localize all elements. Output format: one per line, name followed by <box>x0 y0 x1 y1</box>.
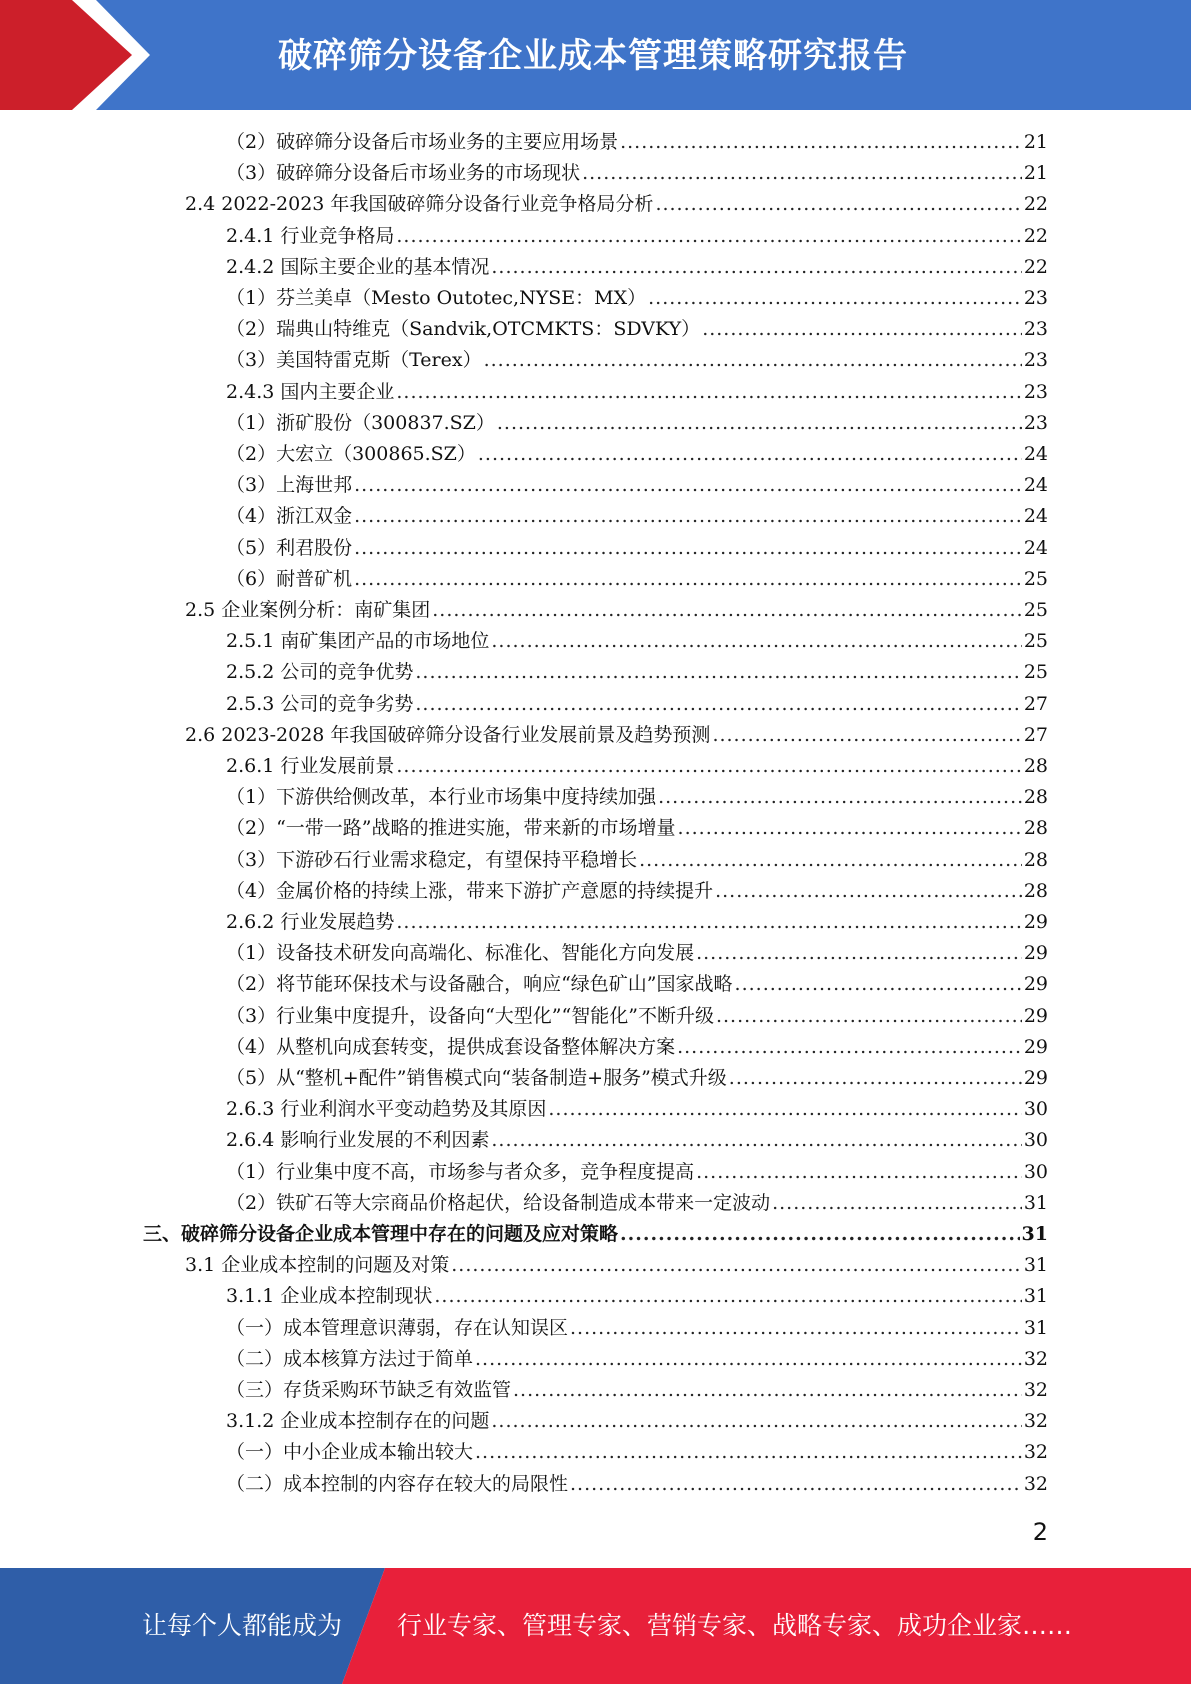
toc-entry[interactable] <box>226 1063 1048 1094</box>
toc-entry-label: （5）从“整机+配件”销售模式向“装备制造+服务”模式升级 <box>226 1067 727 1089</box>
toc-entry-label: （2）铁矿石等大宗商品价格起伏，给设备制造成本带来一定波动 <box>226 1191 771 1214</box>
toc-entry-label: 2.6.2 行业发展趋势 <box>226 911 395 933</box>
toc-dot-leader <box>513 1375 1022 1406</box>
toc-entry-page: 30 <box>1023 1160 1048 1183</box>
chevron-arrow-icon <box>0 0 160 110</box>
toc-entry-page: 25 <box>1023 630 1048 653</box>
toc-dot-leader <box>570 1313 1022 1344</box>
toc-entry-label: 2.5.3 公司的竞争劣势 <box>226 692 414 715</box>
toc-entry-page: 28 <box>1023 786 1048 809</box>
toc-entry[interactable] <box>185 595 1048 626</box>
toc-entry-page: 31 <box>1023 1285 1048 1308</box>
toc-entry[interactable] <box>226 938 1048 969</box>
toc-entry-page: 28 <box>1023 817 1048 840</box>
toc-entry-label: （1）浙矿股份（300837.SZ） <box>226 411 495 434</box>
toc-entry-label: （3）上海世邦 <box>226 474 353 497</box>
toc-entry-page: 32 <box>1023 1379 1048 1401</box>
document-title: 破碎筛分设备企业成本管理策略研究报告 <box>278 36 908 76</box>
toc-entry-page: 22 <box>1023 224 1048 247</box>
toc-entry[interactable] <box>226 564 1048 595</box>
toc-entry[interactable] <box>226 1157 1048 1188</box>
toc-entry-label: 2.4.3 国内主要企业 <box>226 380 395 403</box>
toc-entry-label: 2.5.1 南矿集团产品的市场地位 <box>226 630 490 653</box>
toc-entry[interactable] <box>226 751 1048 782</box>
page-footer <box>0 1568 1191 1684</box>
toc-entry-label: （一）成本管理意识薄弱，存在认知误区 <box>226 1316 569 1339</box>
toc-entry-label: 2.5.2 公司的竞争优势 <box>226 661 414 684</box>
toc-entry-page: 23 <box>1023 349 1048 372</box>
toc-entry-label: （1）下游供给侧改革，本行业市场集中度持续加强 <box>226 786 657 809</box>
toc-entry-label: （二）成本控制的内容存在较大的局限性 <box>226 1472 569 1495</box>
toc-entry-page: 22 <box>1023 193 1048 216</box>
toc-entry-page: 28 <box>1023 755 1048 777</box>
page-number: 2 <box>1032 1518 1048 1546</box>
toc-dot-leader <box>484 345 1022 376</box>
toc-dot-leader <box>478 439 1022 470</box>
toc-entry[interactable] <box>226 1125 1048 1156</box>
toc-entry-page: 31 <box>1021 1223 1048 1245</box>
toc-dot-leader <box>655 189 1021 220</box>
toc-entry-label: 2.4.1 行业竞争格局 <box>226 224 395 247</box>
toc-entry-page: 27 <box>1023 723 1048 746</box>
toc-entry-page: 29 <box>1023 1035 1048 1058</box>
toc-dot-leader <box>497 408 1022 439</box>
toc-entry[interactable] <box>226 345 1048 376</box>
toc-entry-label: 2.5 企业案例分析：南矿集团 <box>185 599 431 621</box>
toc-dot-leader <box>491 626 1021 657</box>
toc-entry[interactable] <box>226 127 1048 158</box>
toc-entry-label: （1）芬兰美卓（Mesto Outotec,NYSE：MX） <box>226 287 647 309</box>
toc-entry-label: （4）浙江双金 <box>226 505 353 528</box>
toc-entry[interactable] <box>226 470 1048 501</box>
toc-dot-leader <box>354 533 1022 564</box>
toc-entry-label: （3）下游砂石行业需求稳定，有望保持平稳增长 <box>226 848 638 871</box>
toc-entry-page: 32 <box>1023 1410 1048 1433</box>
toc-dot-leader <box>415 657 1021 688</box>
toc-entry-page: 29 <box>1023 942 1048 965</box>
toc-entry[interactable] <box>226 689 1048 720</box>
toc-entry-label: 2.6 2023-2028 年我国破碎筛分设备行业发展前景及趋势预测 <box>185 723 711 746</box>
toc-entry-page: 29 <box>1023 1067 1048 1089</box>
toc-dot-leader <box>354 564 1022 595</box>
toc-dot-leader <box>354 501 1022 532</box>
toc-entry-label: （2）将节能环保技术与设备融合，响应“绿色矿山”国家战略 <box>226 973 733 996</box>
toc-entry[interactable] <box>226 969 1048 1000</box>
toc-entry[interactable] <box>226 626 1048 657</box>
toc-entry[interactable] <box>226 533 1048 564</box>
toc-entry-label: 2.4 2022-2023 年我国破碎筛分设备行业竞争格局分析 <box>185 193 654 216</box>
toc-entry-label: （1）设备技术研发向高端化、标准化、智能化方向发展 <box>226 942 695 965</box>
toc-entry-label: （一）中小企业成本输出较大 <box>226 1441 474 1464</box>
toc-entry-page: 25 <box>1023 661 1048 684</box>
toc-entry-label: （二）成本核算方法过于简单 <box>226 1347 474 1370</box>
toc-entry-label: 3.1.2 企业成本控制存在的问题 <box>226 1410 490 1433</box>
toc-dot-leader <box>396 221 1021 252</box>
toc-entry[interactable] <box>226 314 1048 345</box>
toc-dot-leader <box>475 1437 1022 1468</box>
toc-dot-leader <box>696 938 1022 969</box>
toc-entry-label: （3）美国特雷克斯（Terex） <box>226 349 482 372</box>
toc-entry-page: 23 <box>1023 318 1048 341</box>
toc-dot-leader <box>702 314 1022 345</box>
toc-dot-leader <box>772 1188 1022 1219</box>
toc-entry-page: 23 <box>1023 287 1048 309</box>
toc-entry-page: 31 <box>1023 1316 1048 1339</box>
toc-dot-leader <box>712 720 1021 751</box>
toc-dot-leader <box>491 1125 1021 1156</box>
toc-entry-page: 28 <box>1023 848 1048 871</box>
toc-dot-leader <box>677 1032 1022 1063</box>
toc-entry-label: 2.6.1 行业发展前景 <box>226 755 395 777</box>
toc-entry-page: 21 <box>1023 131 1048 153</box>
toc-entry-label: 3.1 企业成本控制的问题及对策 <box>185 1254 450 1277</box>
toc-entry-label: 2.6.3 行业利润水平变动趋势及其原因 <box>226 1098 547 1121</box>
toc-entry[interactable] <box>226 782 1048 813</box>
toc-dot-leader <box>396 907 1021 938</box>
toc-entry-page: 29 <box>1023 1004 1048 1027</box>
toc-entry-label: （5）利君股份 <box>226 536 353 559</box>
toc-dot-leader <box>658 782 1022 813</box>
toc-entry-label: （4）金属价格的持续上涨，带来下游扩产意愿的持续提升 <box>226 879 714 902</box>
toc-entry[interactable] <box>226 1375 1048 1406</box>
toc-entry-page: 32 <box>1023 1347 1048 1370</box>
toc-entry-page: 22 <box>1023 255 1048 278</box>
toc-dot-leader <box>548 1094 1021 1125</box>
toc-dot-leader <box>451 1250 1022 1281</box>
toc-entry-label: （3）行业集中度提升，设备向“大型化”“智能化”不断升级 <box>226 1004 714 1027</box>
toc-entry[interactable] <box>185 189 1048 220</box>
toc-entry[interactable] <box>226 1032 1048 1063</box>
toc-entry[interactable] <box>226 907 1048 938</box>
toc-entry[interactable] <box>226 439 1048 470</box>
toc-entry-page: 30 <box>1023 1098 1048 1121</box>
toc-entry-label: （2）瑞典山特维克（Sandvik,OTCMKTS：SDVKY） <box>226 318 701 341</box>
toc-entry-label: 三、破碎筛分设备企业成本管理中存在的问题及应对策略 <box>143 1223 619 1245</box>
toc-entry-page: 30 <box>1023 1129 1048 1152</box>
toc-entry-label: 3.1.1 企业成本控制现状 <box>226 1285 433 1308</box>
toc-entry-page: 25 <box>1023 599 1048 621</box>
toc-dot-leader <box>715 876 1022 907</box>
toc-dot-leader <box>678 813 1022 844</box>
toc-entry[interactable] <box>226 813 1048 844</box>
toc-entry-page: 31 <box>1023 1254 1048 1277</box>
toc-entry-label: （2）大宏立（300865.SZ） <box>226 443 476 465</box>
footer-slogan-left: 让每个人都能成为 <box>142 1611 343 1640</box>
toc-dot-leader <box>648 283 1022 314</box>
toc-entry-page: 32 <box>1023 1472 1048 1495</box>
toc-entry[interactable] <box>226 221 1048 252</box>
toc-entry[interactable] <box>226 1281 1048 1312</box>
toc-entry-label: （6）耐普矿机 <box>226 567 353 590</box>
toc-entry-page: 24 <box>1023 536 1048 559</box>
toc-dot-leader <box>729 1063 1022 1094</box>
toc-entry[interactable] <box>226 1406 1048 1437</box>
toc-entry[interactable] <box>226 876 1048 907</box>
toc-entry[interactable] <box>226 1344 1048 1375</box>
toc-entry[interactable] <box>226 657 1048 688</box>
toc-entry[interactable] <box>226 1001 1048 1032</box>
toc-entry-label: （1）行业集中度不高，市场参与者众多，竞争程度提高 <box>226 1160 695 1183</box>
toc-dot-leader <box>491 1406 1021 1437</box>
toc-dot-leader <box>354 470 1022 501</box>
toc-entry[interactable] <box>226 252 1048 283</box>
toc-dot-leader <box>475 1344 1022 1375</box>
toc-dot-leader <box>491 252 1021 283</box>
toc-entry[interactable] <box>226 1437 1048 1468</box>
toc-entry[interactable] <box>185 720 1048 751</box>
toc-dot-leader <box>434 1281 1021 1312</box>
toc-entry[interactable] <box>226 1313 1048 1344</box>
toc-entry-page: 27 <box>1023 692 1048 715</box>
toc-dot-leader <box>396 751 1021 782</box>
toc-entry-page: 24 <box>1023 505 1048 528</box>
toc-entry[interactable] <box>226 408 1048 439</box>
page-header <box>0 0 1191 110</box>
toc-dot-leader <box>716 1001 1022 1032</box>
toc-dot-leader <box>639 845 1022 876</box>
footer-slogan-right: 行业专家、管理专家、营销专家、战略专家、成功企业家…… <box>397 1611 1073 1640</box>
toc-entry-label: （三）存货采购环节缺乏有效监管 <box>226 1379 512 1401</box>
toc-dot-leader <box>415 689 1021 720</box>
toc-dot-leader <box>396 377 1021 408</box>
toc-entry[interactable] <box>185 1250 1048 1281</box>
toc-entry-label: （3）破碎筛分设备后市场业务的市场现状 <box>226 162 581 185</box>
toc-entry-page: 28 <box>1023 879 1048 902</box>
toc-dot-leader <box>696 1157 1022 1188</box>
toc-dot-leader <box>620 127 1022 158</box>
toc-entry[interactable] <box>143 1219 1048 1250</box>
toc-entry[interactable] <box>226 1188 1048 1219</box>
toc-entry[interactable] <box>226 283 1048 314</box>
toc-entry-label: （4）从整机向成套转变，提供成套设备整体解决方案 <box>226 1035 676 1058</box>
toc-entry-page: 21 <box>1023 162 1048 185</box>
toc-entry-label: （2）“一带一路”战略的推进实施，带来新的市场增量 <box>226 817 676 840</box>
toc-entry-label: 2.6.4 影响行业发展的不利因素 <box>226 1129 490 1152</box>
toc-entry[interactable] <box>226 1094 1048 1125</box>
toc-entry-page: 23 <box>1023 411 1048 434</box>
toc-dot-leader <box>620 1219 1020 1250</box>
toc-entry-page: 29 <box>1023 973 1048 996</box>
toc-dot-leader <box>570 1469 1022 1500</box>
toc-dot-leader <box>582 158 1022 189</box>
toc-entry-page: 29 <box>1023 911 1048 933</box>
toc-entry-page: 25 <box>1023 567 1048 590</box>
toc-dot-leader <box>735 969 1022 1000</box>
toc-entry-page: 31 <box>1023 1191 1048 1214</box>
toc-entry[interactable] <box>226 1469 1048 1500</box>
toc-entry[interactable] <box>226 501 1048 532</box>
toc-entry-page: 24 <box>1023 443 1048 465</box>
toc-entry-label: 2.4.2 国际主要企业的基本情况 <box>226 255 490 278</box>
toc-entry-page: 23 <box>1023 380 1048 403</box>
toc-entry-page: 24 <box>1023 474 1048 497</box>
toc-entry[interactable] <box>226 845 1048 876</box>
toc-entry[interactable] <box>226 158 1048 189</box>
toc-entry[interactable] <box>226 377 1048 408</box>
toc-dot-leader <box>432 595 1022 626</box>
toc-entry-page: 32 <box>1023 1441 1048 1464</box>
toc-entry-label: （2）破碎筛分设备后市场业务的主要应用场景 <box>226 131 619 153</box>
